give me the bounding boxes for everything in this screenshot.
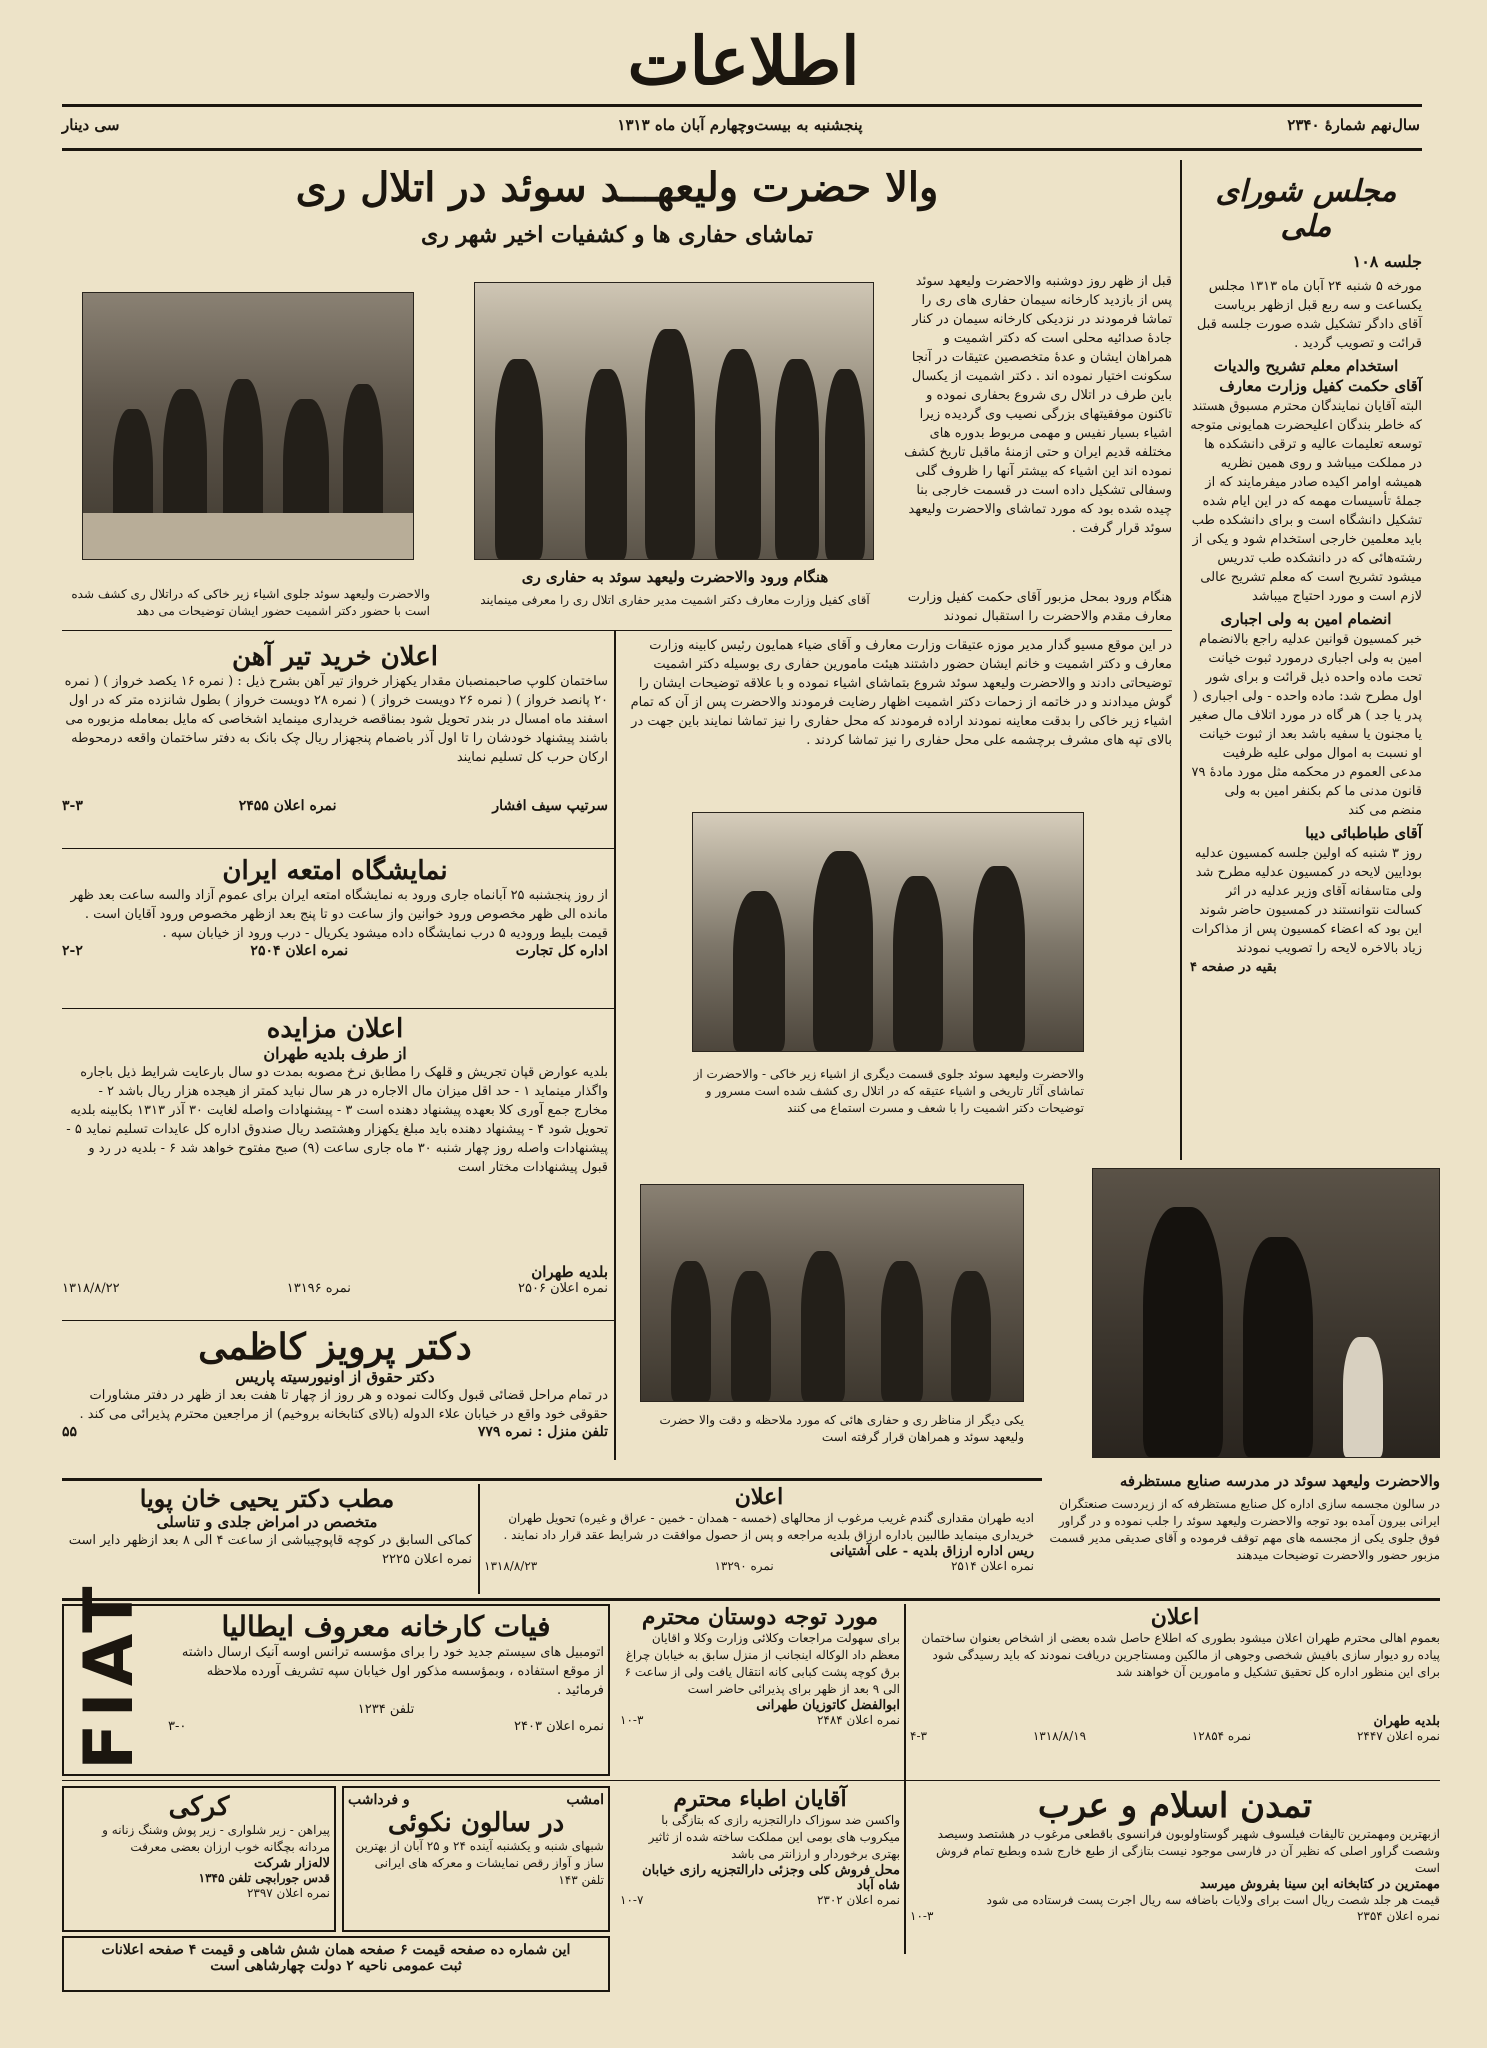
ad-clinic-addr: کماکی السابق در کوچه قاپوچیباشی از ساعت ۴ الی ۸ بعد ازظهر دایر است <box>68 1533 472 1548</box>
ad-clinic-body: متخصص در امراض جلدی و تناسلی <box>156 1513 378 1531</box>
photo-artifacts-caption: والاحضرت ولیعهد سوئد جلوی اشیاء زیر خاکی که دراتلال ری کشف شده است با حضور دکتر اشمیت حضور ایشان توضیحات می دهد <box>71 587 430 618</box>
ad-friends-title: مورد توجه دوستان محترم <box>641 1604 879 1630</box>
rule-middle <box>62 1478 1042 1481</box>
ad-iron-ref: نمره اعلان ۲۴۵۵ <box>238 798 337 814</box>
rule-iron <box>62 848 614 849</box>
ad-expo-sign: اداره کل تجارت <box>515 943 608 959</box>
majlis-body3: روز ۳ شنبه که اولین جلسه کمسیون عدلیه بودایین لایحه در کمسیون عدلیه مطرح شد ولی متاسفانه آقای وزیر عدلیه در اثر کسالت نتوانستند در کمسیون حاضر شوند این بود که اعضاء کمسیون پس از مذاکرات زیاد بالاخره لایحه را تصویب نمودند <box>1191 846 1422 956</box>
ad-auction-body: بلدیه عوارض قپان تجریش و قلهک را مطابق نرخ مصوبه بمدت دو سال بارعایت شرایط ذیل باجاره واگذار مینماید ۱ - حد اقل میزان مال الاجاره در هر سال نباید کمتر از هیجده هزار ریال باشد ۲ - مخارج جمع آوری کلا بعهده پیشنهاد دهنده است ۳ - پیشنهادات واصله لغایت ۳۰ آذر ۱۳۱۳ بکابینه بلدیه تحویل شود ۴ - پیشنهاد دهنده باید مبلغ یکهزار وهشتصد ریال صندوق اداره کل عایدات تسلیم نماید ۵ - پیشنهادات واصله روز چهار شنبه ۳۰ ماه جاری ساعت (۹) صبح مفتوح خواهد شد ۶ - بلدیه در رد و قبول پیشنهادات مختار است <box>66 1065 608 1175</box>
ad-public-sign: بلدیه طهران <box>1373 1714 1440 1729</box>
ad-doctors <box>620 1786 900 1946</box>
ad-iron-body: ساختمان کلوپ صاحبمنصبان مقدار یکهزار خرواز تیر آهن بشرح ذیل : ( نمره ۱۶ یکصد خرواز ) ( نمره ۲۰ پانصد خرواز ) ( نمره ۲۶ دویست خرواز ) ( نمره ۲۸ دویست خرواز ) بطول شانزده متر که در اول اسفند ماه امسال در بندر تحویل شود بمناقصه خریداری مینماید اشخاصی که مایل بمعامله مزبوره می باشند پیشنهاد خودشان را تا اول آذر باضمام پنجهزار ریال چک بانک به دفتر ساختمان واقعه درمحوطه ارکان حرب کل تسلیم نمایند <box>64 674 608 765</box>
issue-date: پنجشنبه به بیست‌وچهارم آبان ماه ۱۳۱۳ <box>617 116 863 134</box>
ad-kurki-sign: قدس جورابچی تلفن ۱۳۴۵ <box>198 1871 330 1885</box>
majlis-intro: مورخه ۵ شنبه ۲۴ آبان ماه ۱۳۱۳ مجلس یکساعت و سه ربع قبل ازظهر بریاست آقای دادگر تشکیل شده صورت جلسه قبل قرائت و تصویب گردید . <box>1196 279 1422 351</box>
ad-kurki <box>62 1786 336 1932</box>
ad-public-dates: ۴-۳ <box>910 1729 927 1743</box>
rule-lower <box>62 1598 1440 1601</box>
lead-subhead: تماشای حفاری ها و کشفیات اخیر شهر ری <box>420 222 814 248</box>
ad-kazemi-subtitle: دکتر حقوق از اونیورسیته پاریس <box>235 1368 435 1386</box>
ad-friends-ref: نمره اعلان ۲۴۸۴ <box>816 1713 900 1727</box>
ad-fiat-title: فیات کارخانه معروف ایطالیا <box>221 1610 551 1643</box>
ad-kurki-body: پیراهن - زیر شلواری - زیر پوش وشنگ زنانه و مردانه بچگانه خوب ارزان بعضی معرفت <box>102 1823 330 1854</box>
ad-auction-ref: نمره اعلان ۲۵۰۶ <box>518 1281 608 1296</box>
footer-line2: ثبت عمومی ناحیه ۲ دولت چهارشاهی است <box>210 1958 462 1974</box>
ad-cinema-top-left: امشب <box>566 1792 604 1808</box>
ad-public-num: نمره ۱۲۸۵۴ <box>1191 1729 1252 1743</box>
photo-arrival-caption: آقای کفیل وزارت معارف دکتر اشمیت مدیر حفاری اتلال ری را معرفی مینمایند <box>480 593 870 607</box>
ad-grain-title: اعلان <box>734 1484 784 1510</box>
ad-auction-subtitle: از طرف بلدیه طهران <box>263 1044 407 1063</box>
photo-arrival <box>474 282 874 560</box>
ad-public-title: اعلان <box>1150 1604 1200 1630</box>
ad-auction-title: اعلان مزایده <box>266 1014 404 1044</box>
lead-body2: هنگام ورود بمحل مزبور آقای حکمت کفیل وزارت معارف مقدم والاحضرت را استقبال نمودند <box>907 590 1172 624</box>
footer-line1: این شماره ده صفحه قیمت ۶ صفحه همان شش شاهی و قیمت ۴ صفحه اعلانات <box>101 1942 571 1958</box>
photo-site <box>640 1184 1024 1402</box>
photo-site-caption: یکی دیگر از مناظر ری و حفاری هائی که مورد ملاحظه و دقت والا حضرت ولیعهد سوئد و همراهان قرار گرفته است <box>659 1413 1024 1444</box>
ad-expo-ref: نمره اعلان ۲۵۰۴ <box>250 943 349 959</box>
ad-cinema-top-right: و فرداشب <box>348 1792 410 1808</box>
ad-doctors-dates: ۱۰-۷ <box>620 1893 644 1907</box>
ad-fiat-ref: نمره اعلان ۲۴۰۳ <box>514 1719 604 1734</box>
ad-kazemi-body: در تمام مراحل قضائی قبول وکالت نموده و هر روز از چهار تا هفت بعد از ظهر در دفتر مشاورات حقوقی خود واقع در خیابان علاء الدوله (بالای کتابخانه بروخیم) از مراجعین محترم پذیرائی می کند . <box>79 1388 608 1422</box>
photo-inspection <box>692 812 1084 1052</box>
ad-friends <box>620 1604 900 1776</box>
issue-number: سال‌نهم شمارهٔ ۲۳۴۰ <box>1287 116 1420 134</box>
ad-grain-ref: نمره اعلان ۲۵۱۴ <box>950 1559 1034 1573</box>
ad-public-ref: نمره اعلان ۲۴۴۷ <box>1356 1729 1440 1743</box>
ad-doctors-body: واکسن ضد سوزاک دارالتجزیه رازی که بتازگی با میکروب های بومی این مملکت ساخته شده از ثاثیر بهتری برخوردار و ارزانتر می باشد <box>648 1813 900 1861</box>
masthead-title: اطلاعات <box>627 22 860 100</box>
majlis-sub3: انضمام امین به ولی اجباری <box>1220 610 1392 628</box>
footer-notice <box>62 1936 610 1992</box>
ad-grain-body: ادیه طهران مقداری گندم غریب مرغوب از محالهای (خمسه - همدان - خمین - عراق و غیره) تحویل طهران خریداری مینماید طالبین باداره ارزاق بلدیه مراجعه و پس از حصول موافقت در شرایط عقد قرار داد نمایند . <box>503 1511 1034 1542</box>
ad-expo-body: از روز پنجشنبه ۲۵ آبانماه جاری ورود به نمایشگاه امتعه ایران برای عموم آزاد والسه ساعت بعد ظهر مانده الی ظهر مخصوص ورود خوانین واز ساعت دو تا پنج بعد ازظهر مخصوص ورود آقایان است . <box>70 888 608 922</box>
ad-iron-sign: سرتیپ سیف افشار <box>492 798 608 814</box>
photo-inspection-caption: والاحضرت ولیعهد سوئد جلوی قسمت دیگری از اشیاء زیر خاکی - والاحضرت از تماشای آثار تاریخی و اشیاء عتیقه‌ که در اتلال ری کشف شده است مسرور و توضیحات دکتر اشمیت را با شعف و مسرت استماع می کنند <box>693 1067 1084 1115</box>
photo-art-school-title: والاحضرت ولیعهد سوئد در مدرسه صنایع مستظرفه <box>1119 1472 1440 1490</box>
ad-auction-num: نمره ۱۳۱۹۶ <box>286 1281 351 1296</box>
ad-friends-dates: ۱۰-۳ <box>620 1713 644 1727</box>
ad-expo <box>62 856 608 1006</box>
ad-kurki-title: کرکی <box>168 1792 230 1822</box>
majlis-sub2: آقای حکمت کفیل وزارت معارف <box>1219 377 1422 395</box>
rule-auction <box>62 1320 614 1321</box>
ad-cinema-body: شبهای شنبه و یکشنبه آینده ۲۴ و ۲۵ آبان از بهترین ساز و آواز رقص نمایشات و معرکه های ایرانی <box>355 1839 604 1870</box>
ad-book-body: ازبهترین ومهمترین تالیفات فیلسوف شهیر گوستاولوبون فرانسوی باقطعی مرغوب در هشتصد وسیصد وشصت گراور اصلی که نظیر آن در فارسی موجود نیست بتازگی از طبع خارج شده وبطبع تمام فروش است <box>936 1827 1440 1875</box>
photo-arrival-title: هنگام ورود والاحضرت ولیعهد سوئد به حفاری ری <box>521 568 829 586</box>
ad-iron-dates: ۳-۳ <box>62 798 83 814</box>
masthead-rule-top <box>62 104 1422 107</box>
majlis-column <box>1190 160 1422 1160</box>
ad-iron-title: اعلان خرید تیر آهن <box>232 642 438 672</box>
section-rule <box>62 630 1172 631</box>
ad-auction-date: ۱۳۱۸/۸/۲۲ <box>62 1281 120 1296</box>
divider-clinic <box>478 1484 480 1594</box>
ad-iron <box>62 642 608 842</box>
ads-column-divider <box>614 630 616 1460</box>
ad-kazemi-title: دکتر پرویز کاظمی <box>198 1326 472 1368</box>
ad-friends-sign: ابوالفضل کاتوزیان طهرانی <box>756 1698 900 1713</box>
ad-kazemi-ref: ۵۵ <box>62 1424 78 1440</box>
majlis-body2: خبر کمسیون قوانین عدلیه راجع بالانضمام امین به ولی اجباری درمورد ثبوت خیانت تحت ماده واحده ذیل قرائت و برای شور اول مطرح شد: ماده واحده - ولی اجباری ( پدر یا جد ) هر گاه در مورد اتلاف مال صغیر یا مجنون یا سفیه باشد بعد از ثبوت خیانت او نسبت به اموال مولی علیه ظرفیت مدعی العموم در محکمه مثل مورد مادهٔ ۷۹ قانون مدنی ما کم بکنفر امین به ولی منضم می کند <box>1190 632 1422 818</box>
ad-fiat-phone: تلفن ۱۲۳۴ <box>357 1702 415 1717</box>
ad-clinic-ref: نمره اعلان ۲۲۲۵ <box>382 1552 472 1567</box>
ad-expo-title: نمایشگاه امتعه ایران <box>222 856 448 886</box>
divider-friends <box>904 1604 906 1954</box>
ad-book-price: قیمت هر جلد شصت ریال است برای ولایات باضافه سه ریال اجرت پست فرستاده می شود <box>986 1893 1440 1907</box>
ad-book <box>910 1786 1440 1956</box>
ad-book-ref: نمره اعلان ۲۳۵۴ <box>1356 1909 1440 1923</box>
majlis-title: مجلس شورای ملی <box>1215 174 1397 244</box>
ad-friends-body: برای سهولت مراجعات وکلائی وزارت وکلا و اقایان معظم داد الوکاله اینجانب از منزل سابق به خیابان چراغ برق کوچه پشت کبابی کانه انتقال یافت ولی از ساعت ۶ الی ۹ بعد از ظهر برای پذیرائی حاضر است <box>624 1631 900 1696</box>
ad-public-body: بعموم اهالی محترم طهران اعلان میشود بطوری که اطلاع حاصل شده بعضی از اشخاص بعنوان ساختمان پیاده رو دیوار سازی بافیش شخصی وجوهی از مالکین ومستاجرین دریافت نمودند که باید رسیدگی شود برای این منظور اداره کل تحقیق تشکیل و مامورین آن خواهند شد <box>921 1631 1440 1679</box>
ad-kurki-shop: لاله‌زار شرکت <box>253 1856 330 1871</box>
fiat-logo: FIAT <box>70 1580 149 1770</box>
ad-auction <box>62 1014 608 1314</box>
ad-cinema <box>342 1786 610 1932</box>
ad-fiat-dates: ۳-۰ <box>168 1719 187 1734</box>
ad-kazemi <box>62 1326 608 1476</box>
ad-kazemi-phone: تلفن منزل : نمره ۷۷۹ <box>477 1424 608 1440</box>
photo-art-school <box>1092 1168 1440 1458</box>
column-divider <box>1180 160 1182 1160</box>
photo-artifacts <box>82 292 414 560</box>
ad-doctors-title: آقایان اطباء محترم <box>673 1786 847 1812</box>
ad-public <box>910 1604 1440 1776</box>
ad-grain-sign: ریس اداره ارزاق بلدیه - علی آشتیانی <box>830 1544 1034 1559</box>
ad-cinema-ref: تلفن ۱۴۳ <box>558 1873 604 1887</box>
ad-fiat-body: اتومبیل های سیستم جدید خود را برای مؤسسه ترانس اوسه آنیک ارسال داشته از موقع استفاده ، وبمؤسسه مذکور اول خیابان سپه تشریف آورده ملاحظه فرمائید . <box>181 1645 604 1698</box>
ad-expo-dates: ۲-۲ <box>62 943 83 959</box>
ad-clinic-title: مطب دکتر یحیی خان پویا <box>139 1484 395 1513</box>
issue-price: سی دینار <box>62 116 120 134</box>
ad-book-bold: مهمترین در کتابخانه ابن سینا بفروش میرسد <box>1199 1877 1440 1892</box>
ad-grain-date: ۱۳۱۸/۸/۲۳ <box>484 1559 538 1573</box>
ad-kurki-ref: نمره اعلان ۲۳۹۷ <box>246 1886 330 1900</box>
ad-grain <box>484 1484 1034 1594</box>
ad-doctors-sign: محل فروش کلی وجزئی دارالتجزیه رازی خیابان شاه آباد <box>642 1863 900 1893</box>
majlis-session: جلسه ۱۰۸ <box>1352 252 1422 271</box>
majlis-body1: البته آقایان نمایندگان محترم مسبوق هستند که خاطر بندگان اعلیحضرت همایونی متوجه توسعه تعلیمات عالیه و ترقی دانشکده ها در مملکت میباشد و روی همین نظریه همیشه اوامر اکیده صادر میفرمایند که از جملهٔ تأسیسات مهمه که در این ایام شده تشکیل دانشگاه است و برای دانشکده طب باید معلمین خارجی استخدام شود و یکی از رشته‌هائی که در دانشکده طب تدریس میشود تشریح است که معلم تشریح عالی لازم است و مورد احتیاج میباشد <box>1190 399 1422 604</box>
ad-public-date: ۱۳۱۸/۸/۱۹ <box>1032 1729 1087 1743</box>
ad-book-title: تمدن اسلام و عرب <box>1037 1786 1313 1826</box>
majlis-sub4: آقای طباطبائی دیبا <box>1305 824 1422 842</box>
rule-expo <box>62 1008 614 1009</box>
majlis-continued: بقیه در صفحه ۴ <box>1190 960 1277 975</box>
ad-book-dates: ۱۰-۳ <box>910 1909 934 1923</box>
ad-clinic <box>62 1484 472 1594</box>
ad-doctors-ref: نمره اعلان ۲۳۰۲ <box>816 1893 900 1907</box>
majlis-sub1: استخدام معلم تشریح والدیات <box>1213 357 1399 375</box>
masthead-rule-bottom <box>62 148 1422 151</box>
lead-headline: والا حضرت ولیعهـــد سوئد در اتلال ری <box>295 164 939 211</box>
ad-expo-price: قیمت بلیط ورودیه ۵ درب نمایشگاه داده میشود یکریال - درب ورود از خیابان سپه . <box>162 926 608 941</box>
ad-fiat <box>62 1580 610 1776</box>
lead-body: قبل از ظهر روز دوشنبه والاحضرت ولیعهد سوئد پس از بازدید کارخانه سیمان حفاری های ری را تماشا فرمودند در نزدیکی کارخانه سیمان در کنار جادهٔ صدائیه محلی است که دکتر اشمیت و همراهان ایشان و عدهٔ متخصصین عتیقات در آنجا سکونت اختیار نموده اند . دکتر اشمیت از یکسال باین طرف در اتلال ری شروع بحفاری نموده و تاکنون موفقیتهای بزرگی نصیب وی گردیده زیرا اشیاء بسیار نفیس و مهمی مربوط بدوره های مختلفه قدیم ایران و حتی ازمنهٔ ماقبل تاریخ کشف نموده اند این اشیاء که بیشتر آنها را ظروف گلی وسفالی تشکیل داده است در قسمت خارجی بنا چیده شده بود که مورد تماشای والاحضرت ولیعهد سوئد قرار گرفت . <box>904 274 1172 536</box>
ad-cinema-title: در سالون نکوئی <box>387 1808 565 1838</box>
ad-grain-num: نمره ۱۳۲۹۰ <box>714 1559 774 1573</box>
photo-art-school-caption: در سالون مجسمه سازی اداره کل صنایع مستظرفه که از زیردست صنعتگران ایرانی بیرون آمده بود توجه والاحضرت ولیعهد سوئد را جلب نموده و در گراور فوق جلوی یکی از مجسمه های مهم توقف فرموده و آقای صدیقی مدیر قسمت مزبور حضور والاحضرت توضیحات میدهند <box>1049 1497 1440 1562</box>
ad-auction-sign: بلدیه طهران <box>531 1263 608 1281</box>
lead-body3: در این موقع مسیو گدار مدیر موزه عتیقات وزارت معارف و آقای ضیاء همایون رئیس کابینه وزارت معارف و دکتر اشمیت و خانم ایشان حضور داشتند هیئت مامورین حفاری ری بوسیله دکتر اشمیت توضیحاتی دادند و والاحضرت ولیعهد سوئد شروع بتماشای اشیاء نموده و با علاقه توضیحات ایشان را گوش میدادند و در خاتمه از زحمات دکتر اشمیت اظهار رضایت فرمودند والاحضرت پس از آن که تمام اشیاء زیر خاکی را بدقت معاینه نمودند اراده فرمودند که محل حفاری را نیز تماشا نمایند باین جهت در بالای تپه های مشرف برچشمه علی محل حفاری را نیز تماشا کردند . <box>630 638 1172 748</box>
rule-bottom-ads <box>62 1780 1440 1781</box>
